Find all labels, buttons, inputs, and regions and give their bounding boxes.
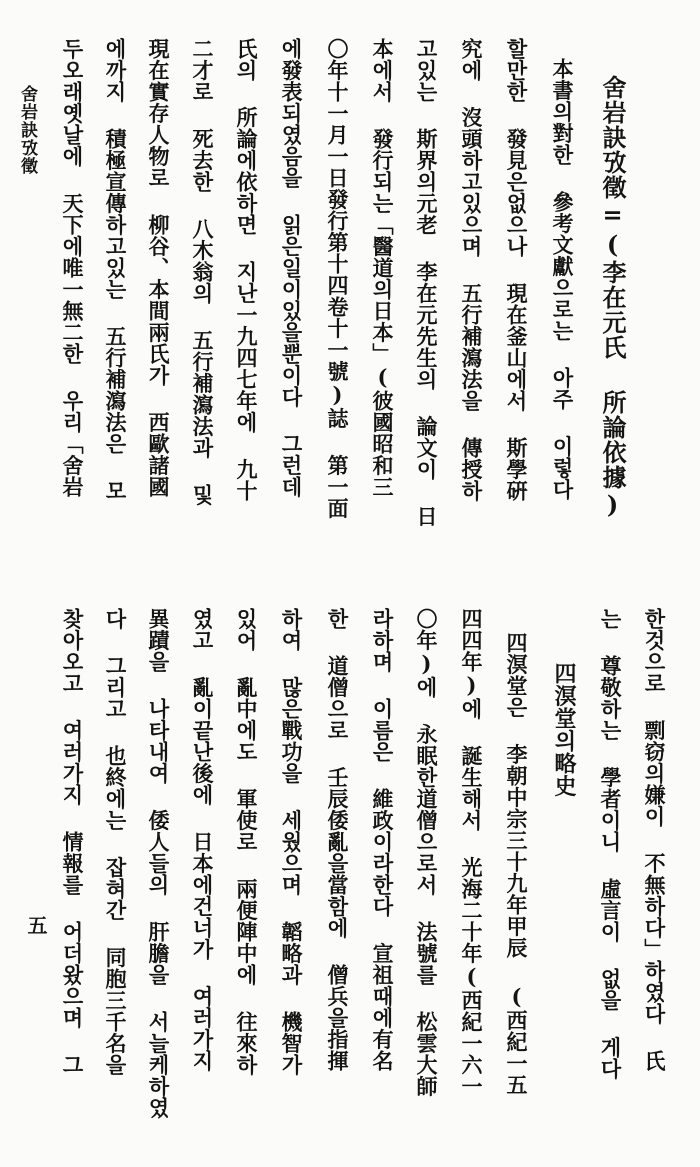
text-line: 本에서 發行되는「醫道의日本」(彼國昭和三 (370, 38, 395, 498)
text-line: 〇年)에 永眠한道僧으로서 法號를 松雲大師 (414, 608, 439, 1097)
text-line: 에까지 積極宣傳하고있는 五行補瀉法은 모 (103, 38, 128, 502)
text-line: 異蹟을 나타내여 倭人들의 肝膽을 서늘케하였 (146, 608, 171, 1119)
text-line: 究에 沒頭하고있으며 五行補瀉法을 傳授하 (459, 38, 484, 502)
text-line: 에發表되였음을 읽은일이있을뿐이다 그런데 (279, 38, 304, 498)
text-line: 있어 亂中에도 軍使로 兩便陣中에 往來하 (234, 608, 259, 1076)
text-line: 두오래옛날에 天下에唯一無二한 우리「舍岩 (60, 38, 85, 498)
text-line: 하여 많은戰功을 세웠으며 韜略과 機智가 (279, 608, 304, 1076)
text-line: 였고 亂이끝난後에 日本에건너가 여러가지 (190, 608, 215, 1072)
text-line: 는 尊敬하는 學者이니 虛言이 없을 게다 (598, 608, 623, 1080)
text-line: 四溟堂은 李朝中宗三十九年甲辰 (西紀一五 (504, 632, 529, 1096)
text-line: 本書의對한 參考文獻으로는 아주 이렇다 (550, 58, 575, 500)
text-line: 二才로 死去한 八木翁의 五行補瀉法과 및 (190, 38, 215, 506)
text-line: 고있는 斯界의元老 李在元先生의 論文이 日 (414, 38, 439, 527)
text-line: 라하며 이름은 維政이라한다 宣祖때에有名 (370, 608, 395, 1072)
text-line: 한것으로 剽窃의嫌이 不無하다」하였다 氏 (642, 608, 667, 1072)
text-line: 찾아오고 여러가지 情報를 어더왔으며 그 (60, 608, 85, 1076)
page-number: 五 (24, 915, 48, 936)
text-line: 다 그리고 也終에는 잡혀간 同胞三千名을 (103, 608, 128, 1076)
section-heading-sahamgyeol: 舍岩訣攷徵=(李在元氏 所論依據) (598, 75, 627, 520)
text-line: 四四年)에 誕生해서 光海二十年(西紀一六一 (459, 608, 484, 1097)
text-line: 氏의 所論에依하면 지난一九四七年에 九十 (234, 38, 259, 502)
section-heading-samyeongdang: 四溟堂의略史 (551, 662, 577, 797)
text-line: 할만한 發見은없으나 現在釜山에서 斯學硏 (504, 38, 529, 502)
text-line: 〇年十一月一日發行第十四卷十一號)誌 第一面 (325, 38, 350, 519)
running-head: 舍岩訣攷徵 (17, 85, 37, 175)
text-line: 現在實存人物로 柳谷、本間兩氏가 西歐諸國 (146, 38, 171, 498)
text-line: 한 道僧으로 壬辰倭亂을當함에 僧兵을指揮 (325, 608, 350, 1072)
